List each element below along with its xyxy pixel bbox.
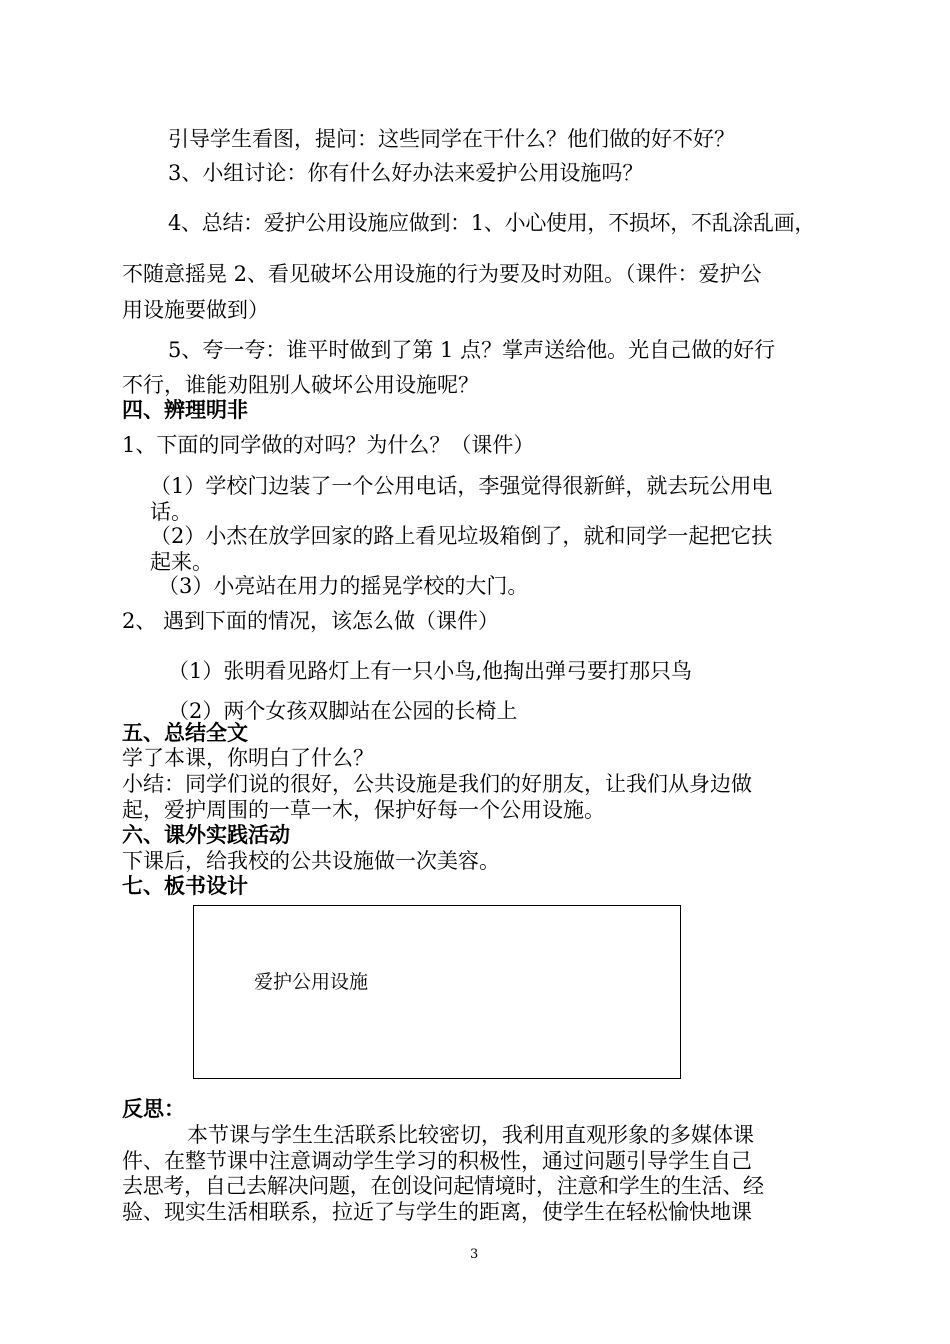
- text-line: （1）张明看见路灯上有一只小鸟,他掏出弹弓要打那只鸟: [168, 659, 693, 683]
- text-line: （1）学校门边装了一个公用电话，李强觉得很新鲜，就去玩公用电: [150, 474, 773, 498]
- page-number: 3: [470, 1247, 479, 1262]
- text-line: 去思考，自己去解决问题，在创设问起情境时，注意和学生的生活、经: [122, 1174, 764, 1198]
- section-heading: 七、板书设计: [122, 874, 248, 898]
- text-line: 2、 遇到下面的情况，该怎么做（课件）: [122, 609, 500, 633]
- text-line: 4、总结：爱护公用设施应做到：1、小心使用，不损坏，不乱涂乱画，: [168, 211, 816, 235]
- text-line: 5、夸一夸：谁平时做到了第 1 点？掌声送给他。光自己做的好行: [168, 338, 776, 362]
- text-line: 小结：同学们说的很好，公共设施是我们的好朋友，让我们从身边做: [122, 772, 752, 796]
- text-line: （3）小亮站在用力的摇晃学校的大门。: [158, 574, 529, 598]
- board-title: 爱护公用设施: [254, 971, 369, 993]
- section-heading: 四、辨理明非: [122, 398, 248, 422]
- text-line: 起，爱护周围的一草一木，保护好每一个公用设施。: [122, 798, 605, 822]
- text-line: （2）小杰在放学回家的路上看见垃圾箱倒了，就和同学一起把它扶: [150, 524, 773, 548]
- text-line: 下课后，给我校的公共设施做一次美容。: [122, 849, 500, 873]
- text-line: 3、小组讨论：你有什么好办法来爱护公用设施吗？: [168, 161, 644, 185]
- text-line: 用设施要做到）: [122, 298, 269, 322]
- section-heading: 六、课外实践活动: [122, 823, 290, 847]
- section-heading: 反思：: [122, 1097, 185, 1121]
- text-line: 1、下面的同学做的对吗？为什么？（课件）: [122, 433, 535, 457]
- text-line: 不随意摇晃 2、看见破坏公用设施的行为要及时劝阻。（课件：爱护公: [122, 262, 762, 286]
- text-line: 起来。: [150, 550, 213, 574]
- text-line: 本节课与学生生活联系比较密切，我利用直观形象的多媒体课: [187, 1123, 754, 1147]
- text-line: 引导学生看图，提问：这些同学在干什么？他们做的好不好？: [168, 127, 735, 151]
- text-line: 不行，谁能劝阻别人破坏公用设施呢？: [122, 373, 479, 397]
- text-line: 学了本课，你明白了什么？: [122, 746, 374, 770]
- board-design-box: [193, 905, 681, 1079]
- section-heading: 五、总结全文: [122, 721, 248, 745]
- text-line: 话。: [150, 500, 192, 524]
- text-line: 验、现实生活相联系，拉近了与学生的距离，使学生在轻松愉快地课: [122, 1200, 752, 1224]
- text-line: 件、在整节课中注意调动学生学习的积极性，通过问题引导学生自己: [122, 1149, 752, 1173]
- text-line: （2）两个女孩双脚站在公园的长椅上: [168, 699, 518, 723]
